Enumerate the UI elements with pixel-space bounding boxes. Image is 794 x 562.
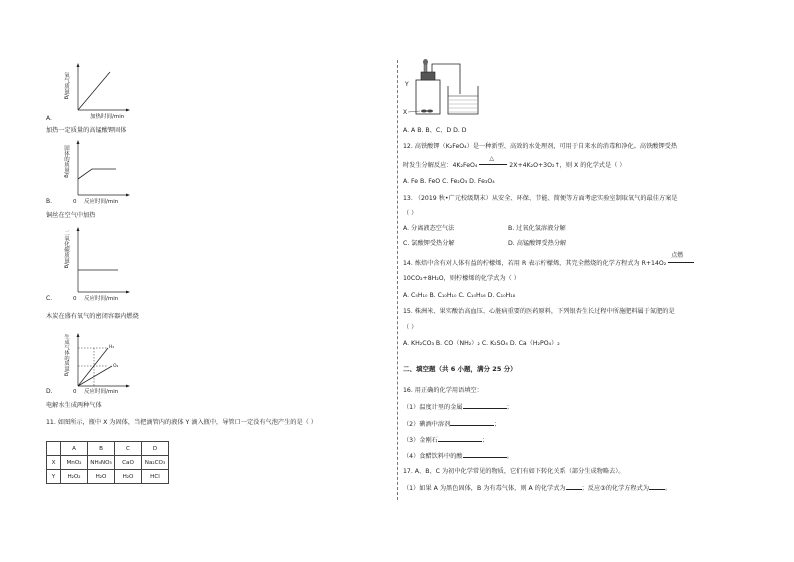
graph-b-ylabel: 固体的质量/g <box>63 145 69 178</box>
graph-c <box>40 226 150 304</box>
table-cell: MnO₂ <box>61 456 88 470</box>
table-row <box>47 442 169 456</box>
question-12-line2-prefix: 时发生分解反应：4K₂FeO₄ <box>403 162 478 169</box>
graph-c-xlabel: 反应时间/min <box>84 296 119 302</box>
question-13-line2: （ ） <box>403 210 418 217</box>
question-11: 11. 如图所示，瓶中 X 为固体，当把滴管内的液体 Y 滴入瓶中，导管口一定没有气泡产生的是（ ） <box>46 419 317 426</box>
table-cell: H₂O₂ <box>61 470 88 484</box>
table-cell: HCl <box>142 470 169 484</box>
graph-d-h2-line <box>78 348 108 386</box>
heat-triangle: △ <box>489 155 494 162</box>
graph-b-curve <box>78 169 116 179</box>
table-cell: NH₄NO₃ <box>88 456 115 470</box>
question-14-line2: 10CO₂+8H₂O，则柠檬烯的化学式为（ ） <box>403 275 520 282</box>
question-17-item-1-prefix: （1）如果 A 为黑色固体，B 为有毒气体，则 A 的化学式为 <box>403 485 566 492</box>
graph-d-xlabel: 反应时间/min <box>84 389 119 395</box>
caption-c: 木炭在盛有氧气的密闭容器内燃烧 <box>46 313 139 320</box>
graph-b-letter: B. <box>46 198 53 205</box>
caption-d: 电解水生成两种气体 <box>46 402 102 409</box>
graph-d-ylabel: 生成气体的质量/g <box>63 334 69 377</box>
question-15-line1: 15. 株洲米、果实酸治高血压、心脏病重要的医药原料，下列银杏生长过程中所施肥料属于氮肥的是 <box>403 308 675 315</box>
question-12-line2 <box>403 155 626 170</box>
answer-blank[interactable] <box>463 403 507 409</box>
question-16-item-1-text: （1）温度计里的金属 <box>403 404 463 411</box>
question-16-item-2: （2）碘酒中溶剂 ； <box>403 421 501 428</box>
question-13-line1: 13. （2019 秋•广元校级期末）从安全、环保、节能、简便等方面考虑实验室制取氧气的最佳方案是 <box>403 195 678 202</box>
table-cell: A <box>61 442 88 456</box>
graph-d-letter: D. <box>46 388 53 395</box>
graph-a <box>40 62 150 124</box>
question-13-option-a: A. 分离液态空气法 <box>403 225 455 232</box>
graph-d-origin: 0 <box>73 389 77 395</box>
question-13-option-d: D. 高锰酸钾受热分解 <box>508 240 567 247</box>
graph-d-h2-label: H₂ <box>109 345 115 350</box>
apparatus-x-label: X <box>403 109 408 116</box>
graph-c-letter: C. <box>46 295 53 302</box>
graph-c-ylabel: 二氧化碳质量/g <box>63 230 69 269</box>
graph-c-origin: 0 <box>73 296 77 302</box>
answer-blank[interactable] <box>438 436 482 442</box>
table-cell: H₂O <box>115 470 142 484</box>
graph-b <box>40 139 150 207</box>
answer-blank[interactable] <box>463 452 507 458</box>
question-16-item-2-text: （2）碘酒中溶剂 <box>403 421 451 428</box>
answer-blank[interactable] <box>450 420 494 426</box>
column-divider <box>397 60 398 500</box>
reaction-arrow <box>479 155 507 167</box>
table-cell: CaO <box>115 456 142 470</box>
table-cell: D <box>142 442 169 456</box>
section-2-heading: 二、填空题（共 6 小题，满分 25 分） <box>403 365 517 373</box>
caption-a: 加热一定质量的高锰酸钾固体 <box>46 127 127 134</box>
question-16-item-1: （1）温度计里的金属 ； <box>403 404 513 411</box>
graph-a-curve <box>78 72 110 110</box>
table-cell: C <box>115 442 142 456</box>
question-14-line1 <box>403 252 694 268</box>
graph-d-o2-label: O₂ <box>113 364 119 369</box>
graph-a-ylabel: 氧气质量/g <box>63 72 69 100</box>
graph-b-xlabel: 反应时间/min <box>84 199 119 205</box>
question-12-line1: 12. 高铁酸钾（K₂FeO₄）是一种新型、高效的水处理剂，可用于自来水的消毒和净化。高铁酸钾受热 <box>403 143 678 150</box>
question-17-item-1-mid: ；反应③的化学方程式为 <box>581 485 650 492</box>
graph-d-o2-line <box>78 366 112 386</box>
table-cell: H₂O <box>88 470 115 484</box>
graph-b-origin: 0 <box>73 199 77 205</box>
apparatus-y-label: Y <box>405 81 409 88</box>
caption-b: 铜丝在空气中加热 <box>46 212 96 219</box>
table-cell: X <box>47 456 61 470</box>
question-16-item-4-text: （4）食醋饮料中的酸 <box>403 453 463 460</box>
table-cell <box>47 442 61 456</box>
answer-blank[interactable] <box>566 484 582 490</box>
question-15-line2: （ ） <box>403 324 418 331</box>
question-16-item-3-text: （3）金刚石 <box>403 437 438 444</box>
reaction-arrow <box>668 252 694 265</box>
table-cell: Y <box>47 470 61 484</box>
answer-blank[interactable] <box>649 484 665 490</box>
question-11-options: A. A B. B、C、D D. D <box>403 127 467 134</box>
graph-d <box>40 330 150 396</box>
graph-a-letter: A. <box>46 115 52 122</box>
question-12-line2-suffix: 2X+4K₂O+3O₂↑，则 X 的化学式是（ ） <box>509 162 626 169</box>
table-row <box>47 470 169 484</box>
graph-a-xlabel: 加热时间/min <box>90 114 125 120</box>
question-16: 16. 用正确的化学用语填空： <box>403 387 483 394</box>
table-cell: B <box>88 442 115 456</box>
question-14-options: A. C₅H₁₀ B. C₁₀H₁₀ C. C₁₀H₁₆ D. C₁₀H₁₈ <box>403 292 516 299</box>
question-14-line1-prefix: 14. 炼焙中含有对人体有益的柠檬烯，若用 R 表示柠檬烯，其完全燃烧的化学方程式为 R+14O₂ <box>403 260 667 267</box>
question-16-item-3: （3）金刚石 ； <box>403 437 489 444</box>
apparatus-diagram <box>402 56 492 118</box>
ignite-condition: 点燃 <box>671 252 684 259</box>
table-cell: Na₂CO₃ <box>142 456 169 470</box>
question-17-item-1 <box>403 484 671 493</box>
table-row <box>47 456 169 470</box>
question-15-options: A. KH₂CO₃ B. CO（NH₂）₂ C. K₂SO₄ D. Ca（H₂PO₄）₂ <box>403 340 560 347</box>
question-13-option-b: B. 过氧化氢溶液分解 <box>508 225 566 232</box>
question-12-options: A. Fe B. FeO C. Fe₂O₃ D. Fe₃O₄ <box>403 178 495 185</box>
question-17: 17. A、B、C 为初中化学常见的物质，它们有如下转化关系（部分生成物略去）。 <box>403 468 625 475</box>
question-17-item-1-end: 。 <box>665 485 672 492</box>
question-11-table <box>46 441 169 484</box>
question-16-item-4: （4）食醋饮料中的酸 。 <box>403 453 513 460</box>
question-13-option-c: C. 氯酸钾受热分解 <box>403 240 455 247</box>
